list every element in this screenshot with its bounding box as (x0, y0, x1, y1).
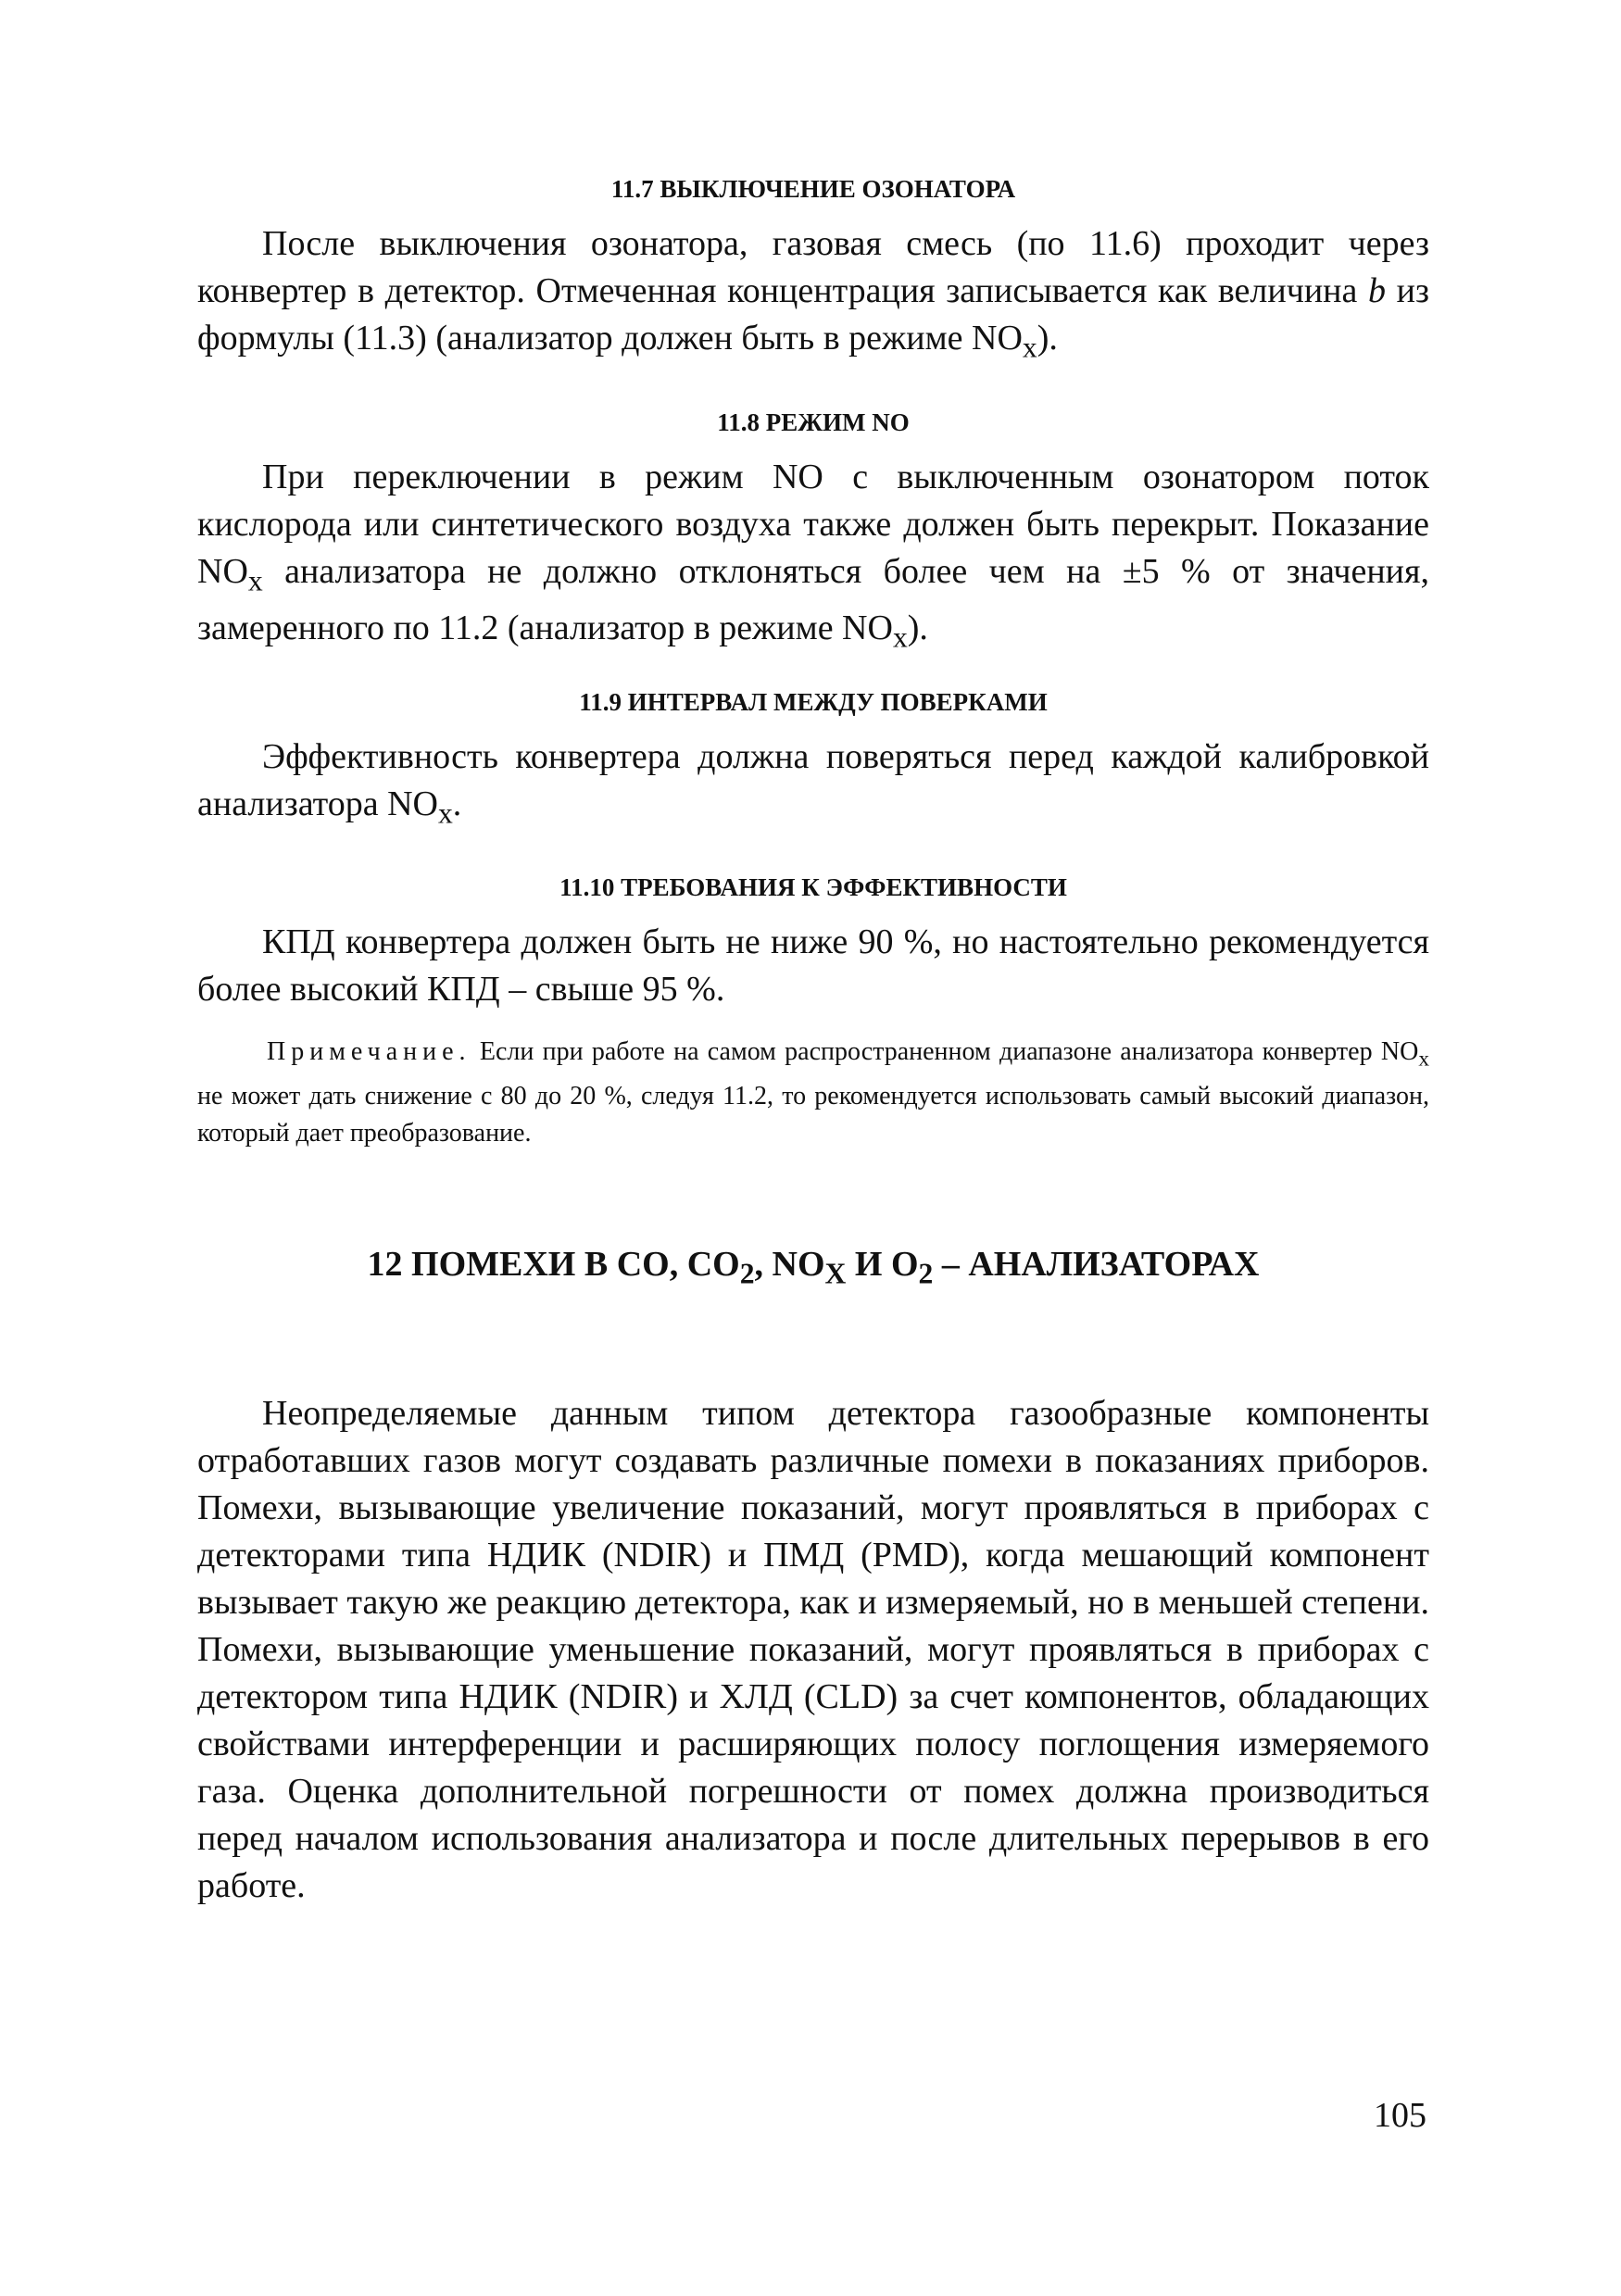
section-11-7 (197, 172, 1429, 371)
section-11-10 (197, 871, 1429, 1152)
section-heading: 11.8 РЕЖИМ NO (717, 408, 910, 436)
section-heading: 11.10 ТРЕБОВАНИЯ К ЭФФЕКТИВНОСТИ (559, 873, 1067, 901)
section-11-8 (197, 406, 1429, 660)
section-11-9 (197, 685, 1429, 837)
note-label: Примечание. (267, 1037, 471, 1066)
section-paragraph: После выключения озонатора, газовая смесь (по 11.6) проходит через конвертер в детектор. Отмеченная концентрация записывается как величина b из формулы (11.3) (анализатор должен быть в режиме $NO_x$). (197, 224, 1429, 364)
section-heading: 11.9 ИНТЕРВАЛ МЕЖДУ ПОВЕРКАМИ (579, 688, 1048, 716)
section-heading: 11.7 ВЫКЛЮЧЕНИЕ ОЗОНАТОРА (610, 175, 1016, 203)
section-paragraph: При переключении в режим NO с выключенным озонатором поток кислорода или синтетического воздуха также должен быть перекрыт. Показание $NO_x$ анализатора не должно отклоняться более чем на ±5 % от значения, замеренного по 11.2 (анализатор в режиме $NO_x$). (197, 458, 1429, 654)
section-12 (197, 1241, 1429, 1910)
chapter-heading: 12 ПОМЕХИ В СО, $СО_2$, $NO_X$ И $O_2$ – АНАЛИЗАТОРАХ (367, 1245, 1260, 1290)
section-paragraph: КПД конвертера должен быть не ниже 90 %, но настоятельно рекомендуется более высокий КПД – свыше 95 %. (197, 922, 1429, 1009)
note-paragraph: Примечание. Если при работе на самом распространенном диапазоне анализатора конвертер $NO_x$ не может дать снижение с 80 до 20 %, следуя 11.2, то рекомендуется использовать самый высокий диапазон, который дает преобразование. (197, 1037, 1429, 1148)
page-number: 105 (1374, 2096, 1426, 2135)
section-paragraph: Неопределяемые данным типом детектора газообразные компоненты отработавших газов могут создавать различные помехи в показаниях приборов. Помехи, вызывающие увеличение показаний, могут проявляться в приборах с детекторами типа НДИК (NDIR) и ПМД (PMD), когда мешающий компонент вызывает такую же реакцию детектора, как и измеряемый, но в меньшей степени. Помехи, вызывающие уменьшение показаний, могут проявляться в приборах с детектором типа НДИК (NDIR) и ХЛД (CLD) за счет компонентов, обладающих свойствами интерференции и расширяющих полосу поглощения измеряемого газа. Оценка дополнительной погрешности от помех должна производиться перед началом использования анализатора и после длительных перерывов в его работе. (197, 1393, 1429, 1905)
section-paragraph: Эффективность конвертера должна поверяться перед каждой калибровкой анализатора $NO_x$. (197, 737, 1429, 830)
